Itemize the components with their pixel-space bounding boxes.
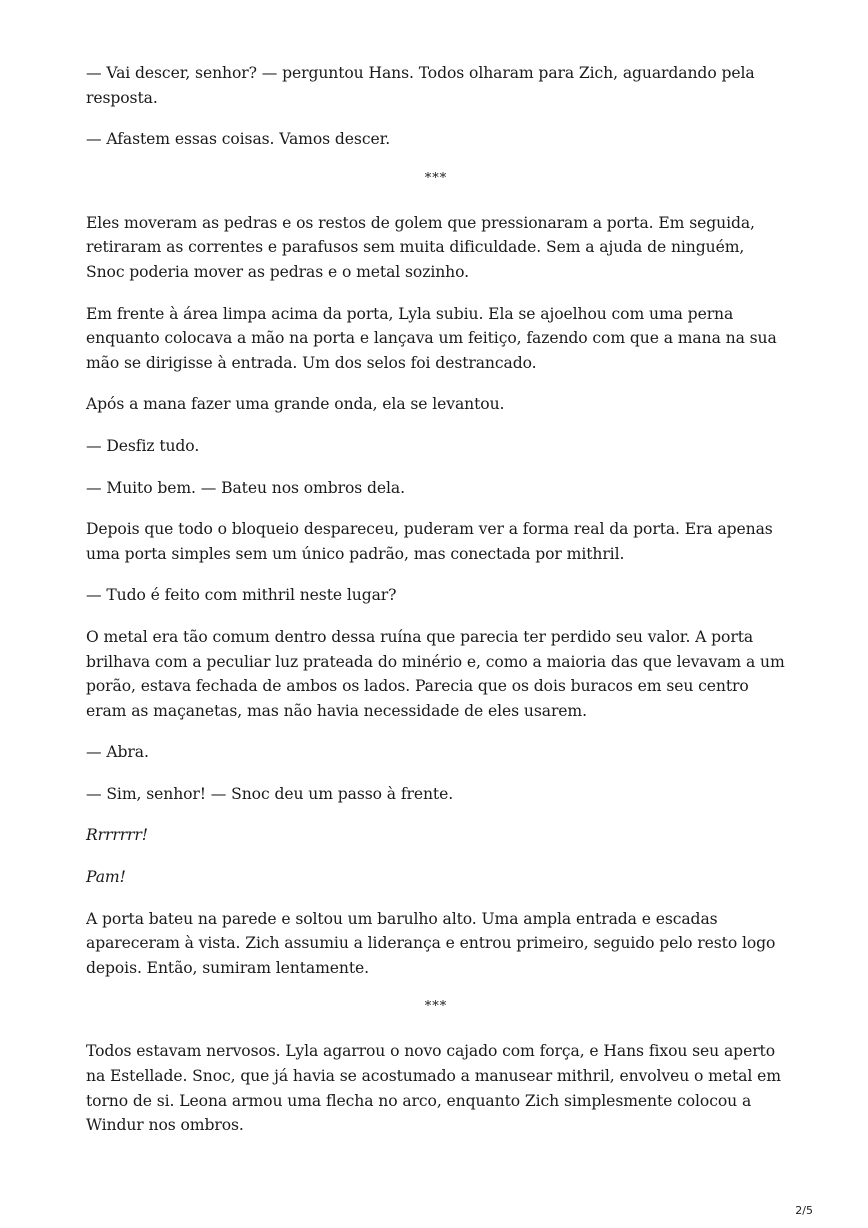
paragraph: Após a mana fazer uma grande onda, ela se levantou. [86, 395, 505, 414]
paragraph: A porta bateu na parede e soltou um barulho alto. Uma ampla entrada e escadas apareceram à vista. Zich assumiu a liderança e entrou primeiro, seguido pelo resto logo depois. Então, sumiram lentamente. [86, 909, 776, 977]
paragraph: — Abra. [86, 743, 149, 762]
paragraph: Em frente à área limpa acima da porta, Lyla subiu. Ela se ajoelhou com uma perna enquanto colocava a mão na porta e lançava um feitiço, fazendo com que a mana na sua mão se dirigisse à entrada. Um dos selos foi destrancado. [86, 304, 777, 372]
document-page [86, 61, 786, 1155]
paragraph: — Muito bem. — Bateu nos ombros dela. [86, 478, 405, 497]
paragraph: — Afastem essas coisas. Vamos descer. [86, 130, 391, 149]
paragraph: — Desfiz tudo. [86, 436, 200, 455]
scene-separator: *** [424, 999, 448, 1015]
paragraph: Depois que todo o bloqueio despareceu, puderam ver a forma real da porta. Era apenas uma porta simples sem um único padrão, mas conectada por mithril. [86, 520, 773, 563]
paragraph: — Tudo é feito com mithril neste lugar? [86, 586, 397, 605]
paragraph: O metal era tão comum dentro dessa ruína que parecia ter perdido seu valor. A porta brilhava com a peculiar luz prateada do minério e, como a maioria das que levavam a um porão, estava fechada de ambos os lados. Parecia que os dois buracos em seu centro eram as maçanetas, mas não havia necessidade de eles usarem. [86, 627, 785, 720]
page-number: 2/5 [795, 1204, 813, 1217]
paragraph: — Vai descer, senhor? — perguntou Hans. Todos olharam para Zich, aguardando pela resposta. [86, 64, 755, 107]
sound-effect: Pam! [86, 868, 126, 887]
paragraph: — Sim, senhor! — Snoc deu um passo à frente. [86, 784, 454, 803]
paragraph: Eles moveram as pedras e os restos de golem que pressionaram a porta. Em seguida, retiraram as correntes e parafusos sem muita dificuldade. Sem a ajuda de ninguém, Snoc poderia mover as pedras e o metal sozinho. [86, 213, 755, 281]
scene-separator: *** [424, 170, 448, 186]
sound-effect: Rrrrrrr! [86, 826, 148, 845]
paragraph: Todos estavam nervosos. Lyla agarrou o novo cajado com força, e Hans fixou seu aperto na Estellade. Snoc, que já havia se acostumado a manusear mithril, envolveu o metal em torno de si. Leona armou uma flecha no arco, enquanto Zich simplesmente colocou a Windur nos ombros. [86, 1042, 781, 1135]
